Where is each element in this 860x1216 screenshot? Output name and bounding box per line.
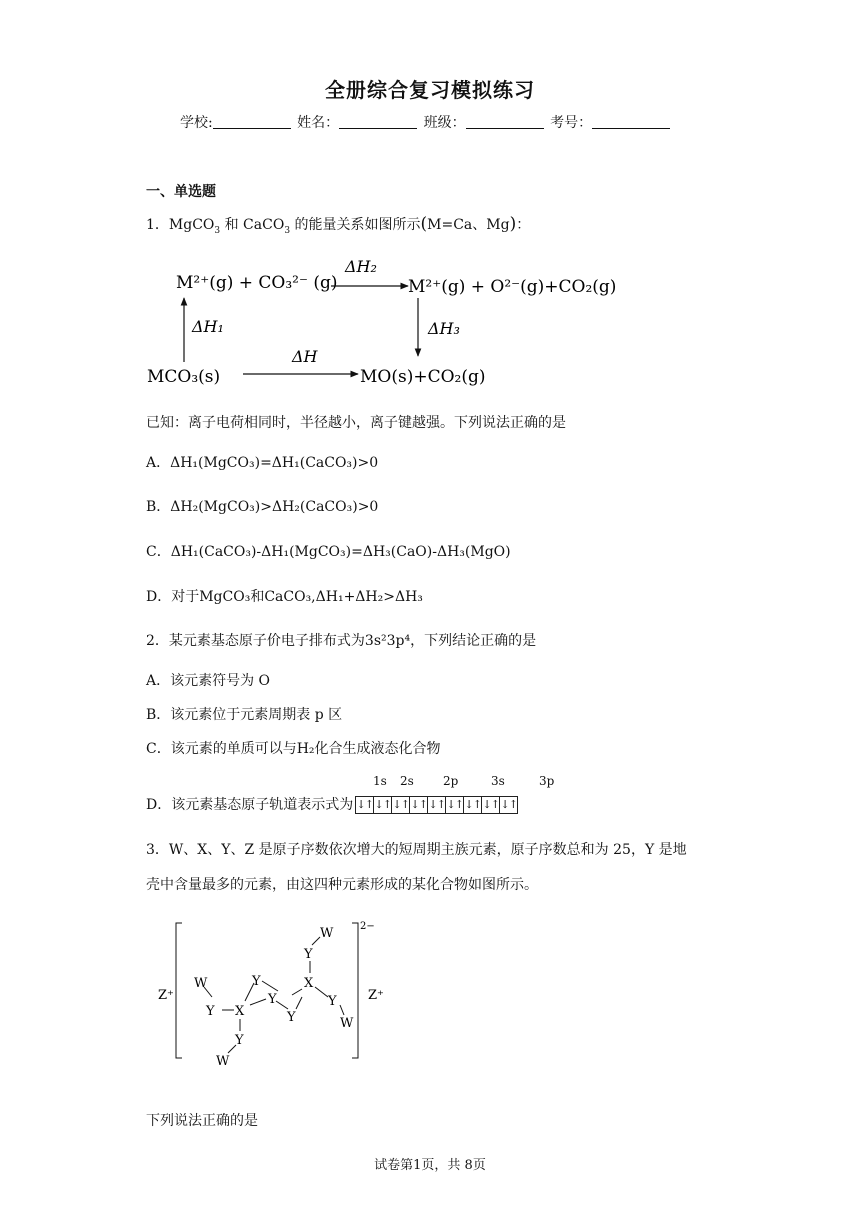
orbital-label-3p: 3p [539, 774, 555, 788]
orbital-box: ↓↑ [355, 796, 373, 814]
atom-x: X [235, 1004, 245, 1019]
orbital-label-2p: 2p [443, 774, 459, 788]
atom-y: Y [235, 1033, 244, 1048]
charge-label: 2− [360, 921, 375, 932]
school-label: 学校: [180, 115, 213, 131]
diagram-bottom-left: MCO₃(s) [147, 367, 221, 387]
atom-y: Y [287, 1010, 296, 1025]
structure-diagram [150, 915, 410, 1065]
q3-stem-line-1: 3．W、X、Y、Z 是原子序数依次增大的短周期主族元素，原子序数总和为 25，Y 是地 [146, 842, 687, 858]
label-dh2: ΔH₂ [345, 257, 377, 276]
orbital-box: ↓↑ [427, 796, 445, 814]
label-dh: ΔH [292, 347, 318, 366]
orbital-label-3s: 3s [491, 774, 505, 788]
diagram-top-right: M²⁺(g) + O²⁻(g)+CO₂(g) [408, 277, 617, 297]
q2-option-d[interactable]: D．该元素基态原子轨道表示式为 ↓↑ ↓↑ ↓↑ ↓↑ ↓↑ ↓↑ ↓↑ ↓↑ ↓↑ [146, 797, 517, 813]
q1-option-b[interactable]: B．ΔH₂(MgCO₃)>ΔH₂(CaCO₃)>0 [146, 499, 379, 515]
atom-x: X [304, 976, 314, 991]
atom-y: Y [206, 1004, 215, 1019]
q3-after: 下列说法正确的是 [146, 1113, 258, 1129]
page-title: 全册综合复习模拟练习 [325, 78, 535, 102]
atom-w: W [320, 926, 334, 941]
diagram-top-left: M²⁺(g) + CO₃²⁻ (g) [176, 273, 338, 293]
z-cation-left: Z⁺ [158, 988, 174, 1003]
atom-y: Y [268, 992, 277, 1007]
orbital-box: ↓↑ [391, 796, 409, 814]
q1-known: 已知：离子电荷相同时，半径越小，离子键越强。下列说法正确的是 [146, 415, 566, 431]
class-label: 班级： [423, 115, 466, 131]
student-info-line [180, 112, 672, 132]
q2-option-c[interactable]: C．该元素的单质可以与H₂化合生成液态化合物 [146, 741, 441, 757]
orbital-box: ↓↑ [409, 796, 427, 814]
q3-stem-line-2: 壳中含量最多的元素，由这四种元素形成的某化合物如图所示。 [146, 877, 538, 893]
orbital-box: ↓↑ [463, 796, 481, 814]
page-footer: 试卷第1页，共 8页 [374, 1158, 486, 1173]
left-bracket [176, 923, 182, 1058]
q2-stem: 2．某元素基态原子价电子排布式为3s²3p⁴，下列结论正确的是 [146, 633, 537, 649]
atom-w: W [216, 1054, 230, 1065]
atom-w: W [194, 976, 208, 991]
orbital-box: ↓↑ [481, 796, 499, 814]
school-blank[interactable] [213, 116, 291, 129]
right-bracket [352, 923, 358, 1058]
z-cation-right: Z⁺ [368, 988, 384, 1003]
q1-option-c[interactable]: C．ΔH₁(CaCO₃)-ΔH₁(MgCO₃)=ΔH₃(CaO)-ΔH₃(MgO) [146, 544, 511, 560]
diagram-bottom-right: MO(s)+CO₂(g) [360, 367, 486, 387]
q2-option-a[interactable]: A．该元素符号为 O [146, 673, 271, 689]
atom-y: Y [252, 974, 261, 989]
atom-w: W [340, 1016, 354, 1031]
orbital-label-1s: 1s [373, 774, 387, 788]
orbital-box: ↓↑ [373, 796, 391, 814]
atom-y: Y [304, 947, 313, 962]
section-title: 一、单选题 [146, 184, 216, 200]
orbital-box: ↓↑ [499, 796, 518, 814]
exam-number-blank[interactable] [592, 116, 670, 129]
energy-diagram [140, 252, 620, 392]
class-blank[interactable] [466, 116, 544, 129]
q1-option-a[interactable]: A．ΔH₁(MgCO₃)=ΔH₁(CaCO₃)>0 [146, 455, 379, 471]
exam-number-label: 考号： [550, 115, 593, 131]
label-dh1: ΔH₁ [192, 317, 224, 336]
orbital-diagram [355, 796, 518, 814]
name-label: 姓名： [297, 115, 340, 131]
orbital-label-2s: 2s [400, 774, 414, 788]
q2-option-b[interactable]: B．该元素位于元素周期表 p 区 [146, 707, 343, 723]
name-blank[interactable] [339, 116, 417, 129]
orbital-box: ↓↑ [445, 796, 463, 814]
atom-y: Y [328, 994, 337, 1009]
q1-stem: 1．MgCO$_3$ 和 CaCO$_3$ 的能量关系如图所示(M=Ca、Mg)： [146, 214, 531, 236]
label-dh3: ΔH₃ [428, 319, 460, 338]
q1-option-d[interactable]: D．对于MgCO₃和CaCO₃,ΔH₁+ΔH₂>ΔH₃ [146, 589, 423, 605]
